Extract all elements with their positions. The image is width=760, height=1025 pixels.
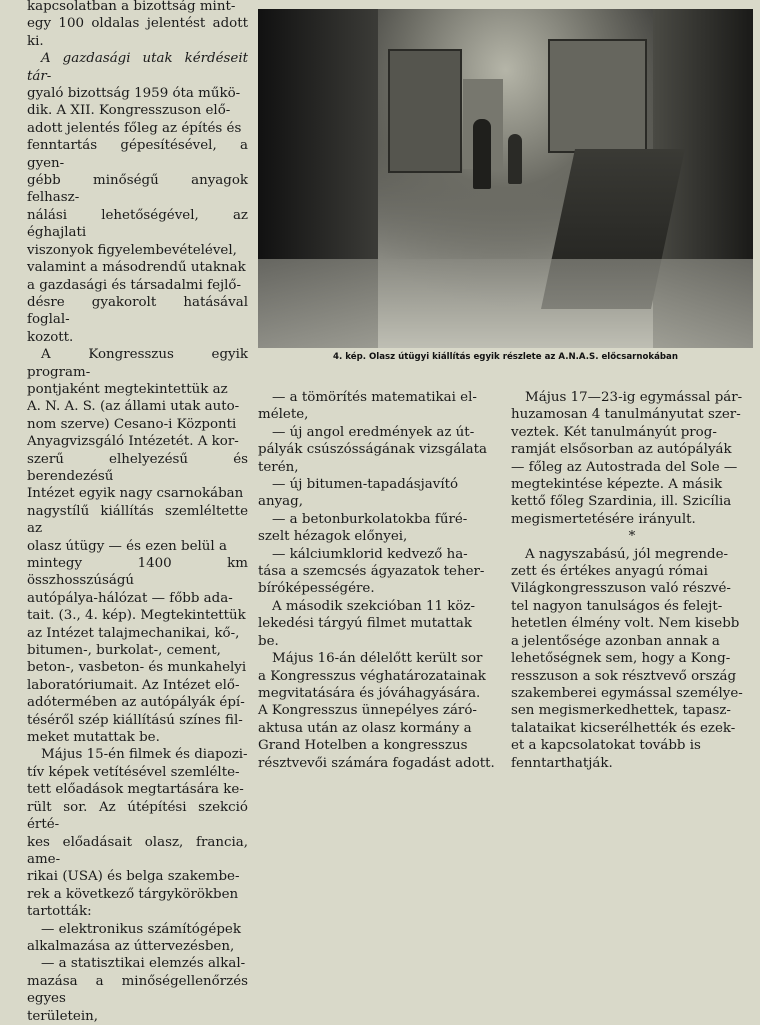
text-line: a jelentősége azonban annak a: [511, 633, 720, 649]
text-line: területein,: [27, 1008, 99, 1024]
text-line: bíróképességére.: [258, 581, 375, 597]
text-line: fenntarthatják.: [511, 755, 613, 771]
text-line: sen megismerkedhettek, tapasz-: [511, 703, 731, 719]
text-line: A második szekcióban 11 köz-: [272, 598, 476, 614]
text-line: Május 16-án délelőtt került sor: [272, 651, 483, 667]
text-line: tett előadások megtartására ke-: [27, 782, 244, 798]
text-line: Intézet egyik nagy csarnokában: [27, 486, 244, 502]
text-line: adótermében az autópályák épí-: [27, 695, 245, 711]
text-line: megtekintése képezte. A másik: [511, 477, 723, 493]
text-line: gébb minőségű anyagok felhasz-: [27, 173, 248, 206]
text-column-right: [511, 389, 753, 772]
text-line: szerű elhelyezésű és berendezésű: [27, 451, 248, 484]
text-line: — kálciumklorid kedvező ha-: [272, 546, 468, 562]
text-line: A. N. A. S. (az állami utak auto-: [27, 399, 240, 415]
text-line: — a statisztikai elemzés alkal-: [41, 956, 246, 972]
text-line: szakemberei egymással személye-: [511, 685, 743, 701]
text-line: hetetlen élmény volt. Nem kisebb: [511, 616, 740, 632]
text-line: Világkongresszuson való részvé-: [511, 581, 731, 597]
text-line: rült sor. Az útépítési szekció érté-: [27, 799, 248, 833]
text-line: A nagyszabású, jól megrende-: [525, 546, 729, 562]
text-line: A Kongresszus ünnepélyes záró-: [258, 703, 477, 719]
text-line: laboratóriumait. Az Intézet elő-: [27, 677, 240, 693]
text-line: szelt hézagok előnyei,: [258, 529, 408, 545]
text-line: resszuson a sok résztvevő ország: [511, 668, 737, 684]
text-line: pontjaként megtekintettük az: [27, 381, 228, 397]
text-column-middle: [258, 389, 500, 772]
text-line: megvitatására és jóváhagyására.: [258, 685, 481, 701]
text-line: tása a szemcsés ágyazatok teher-: [258, 564, 485, 580]
text-line: anyag,: [258, 494, 303, 510]
text-line: alkalmazása az úttervezésben,: [27, 938, 235, 954]
text-line: beton-, vasbeton- és munkahelyi: [27, 660, 247, 676]
text-line: nom szerve) Cesano-i Központi: [27, 416, 237, 432]
text-line: — a tömörítés matematikai el-: [272, 390, 477, 405]
text-line: — új bitumen-tapadásjavító: [272, 477, 459, 493]
text-line: tív képek vetítésével szemlélte-: [27, 764, 240, 780]
text-line: aktusa után az olasz kormány a: [258, 720, 472, 736]
text-line: — elektronikus számítógépek: [41, 921, 241, 937]
text-line: megismertetésére irányult.: [511, 511, 696, 527]
text-column-left: [27, 0, 248, 1025]
text-line: adott jelentés főleg az építés és: [27, 120, 242, 136]
text-line: pályák csúszósságának vizsgálata: [258, 442, 487, 458]
text-line: A gazdasági utak kérdéseit tár-: [27, 51, 248, 84]
text-line: et a kapcsolatokat tovább is: [511, 738, 701, 754]
text-line: — a betonburkolatokba fűré-: [272, 511, 468, 527]
text-line: ramját elsősorban az autópályák: [511, 442, 732, 458]
text-line: fenntartás gépesítésével, a gyen-: [27, 138, 248, 171]
text-line: lehetőségnek sem, hogy a Kong-: [511, 651, 731, 667]
text-line: rek a következő tárgykörökben: [27, 886, 239, 902]
text-line: viszonyok figyelembevételével,: [27, 242, 237, 258]
text-line: lekedési tárgyú filmet mutattak: [258, 616, 472, 632]
text-line: nálási lehetőségével, az éghajlati: [27, 207, 248, 241]
text-line: nagystílű kiállítás szemléltette az: [27, 503, 248, 537]
text-line: téséről szép kiállítású színes fil-: [27, 712, 243, 728]
text-line: a gazdasági és társadalmi fejlő-: [27, 277, 242, 293]
text-line: résztvevői számára fogadást adott.: [258, 755, 495, 771]
text-line: Anyagvizsgáló Intézetét. A kor-: [27, 434, 239, 450]
text-line: olasz útügy — és ezen belül a: [27, 538, 227, 554]
text-line: Május 17—23-ig egymással pár-: [525, 390, 743, 405]
text-line: — új angol eredmények az út-: [272, 424, 475, 440]
text-line: kapcsolatban a bizottság mint-: [27, 0, 236, 14]
text-line: be.: [258, 633, 279, 649]
text-line: gyaló bizottság 1959 óta műkö-: [27, 86, 241, 102]
text-line: — főleg az Autostrada del Sole —: [511, 459, 738, 475]
exhibition-photo: [258, 9, 753, 348]
text-line: tartották:: [27, 904, 92, 920]
section-separator: *: [628, 529, 636, 545]
text-line: huzamosan 4 tanulmányutat szer-: [511, 407, 741, 423]
text-line: désre gyakorolt hatásával foglal-: [27, 294, 248, 328]
text-line: A Kongresszus egyik program-: [27, 347, 248, 380]
text-line: mintegy 1400 km összhosszúságú: [27, 556, 248, 589]
text-line: kozott.: [27, 329, 74, 345]
text-line: tait. (3., 4. kép). Megtekintettük: [27, 608, 246, 624]
text-line: dik. A XII. Kongresszuson elő-: [27, 103, 231, 119]
text-line: kes előadásait olasz, francia, ame-: [27, 834, 248, 867]
text-line: meket mutattak be.: [27, 730, 160, 746]
text-line: egy 100 oldalas jelentést adott ki.: [27, 16, 248, 49]
text-line: autópálya-hálózat — főbb ada-: [27, 590, 233, 606]
text-line: az Intézet talajmechanikai, kő-,: [27, 625, 240, 641]
text-line: tel nagyon tanulságos és felejt-: [511, 598, 723, 614]
text-line: valamint a másodrendű utaknak: [27, 260, 246, 276]
text-line: Május 15-én filmek és diapozi-: [41, 747, 248, 763]
text-line: rikai (USA) és belga szakembe-: [27, 869, 240, 885]
text-line: talataikat kicserélhették és ezek-: [511, 720, 736, 736]
text-line: zett és értékes anyagú római: [511, 564, 708, 580]
text-line: mazása a minőségellenőrzés egyes: [27, 973, 248, 1007]
text-line: kettő főleg Szardinia, ill. Szicília: [511, 494, 732, 510]
text-line: veztek. Két tanulmányút prog-: [511, 424, 717, 440]
photo-caption: 4. kép. Olasz útügyi kiállítás egyik részlete az A.N.A.S. előcsarnokában: [333, 352, 678, 362]
text-line: bitumen-, burkolat-, cement,: [27, 643, 221, 659]
text-line: mélete,: [258, 407, 309, 423]
text-line: a Kongresszus véghatározatainak: [258, 668, 486, 684]
text-line: terén,: [258, 459, 299, 475]
text-line: Grand Hotelben a kongresszus: [258, 738, 468, 754]
